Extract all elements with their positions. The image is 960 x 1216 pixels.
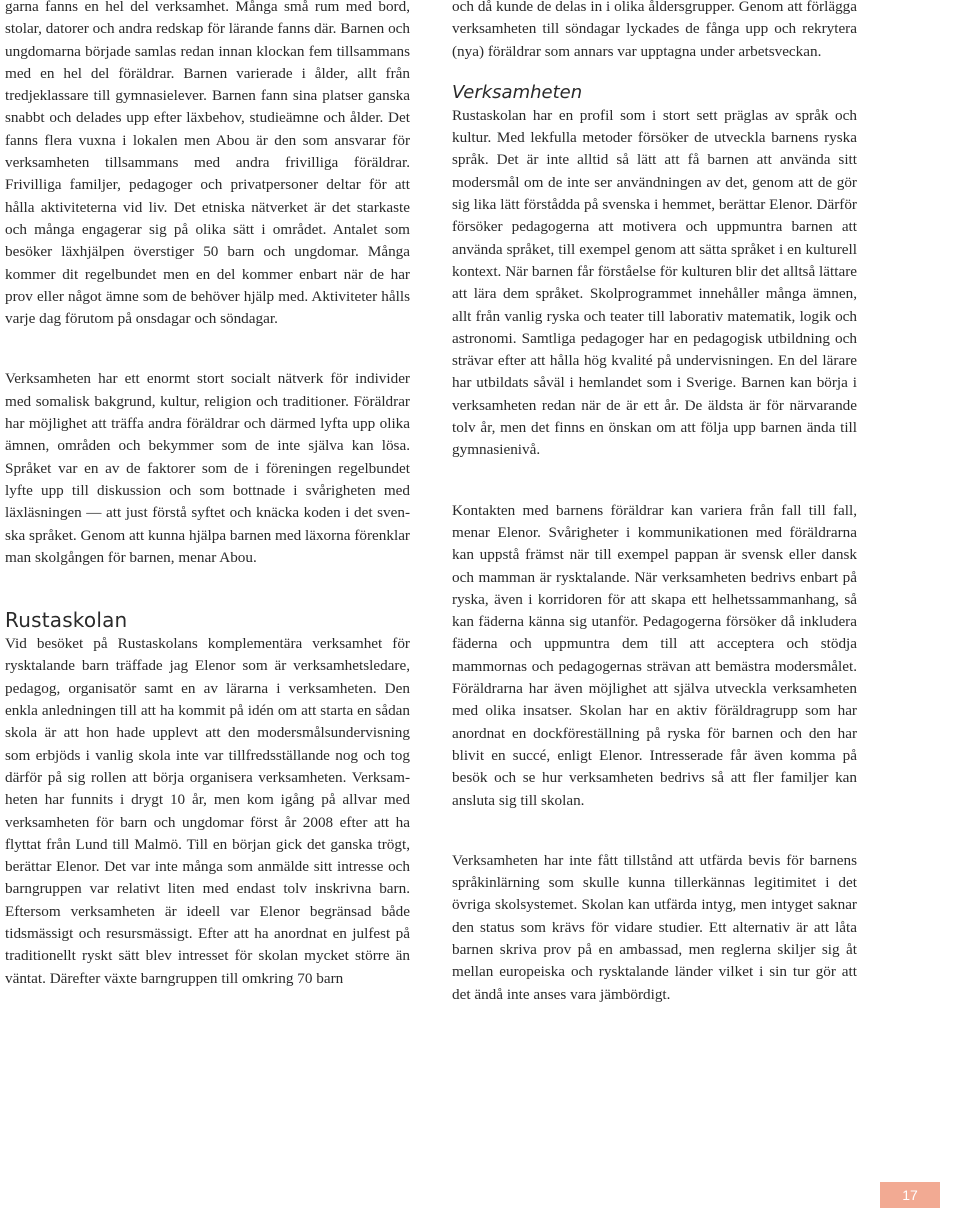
left-column [5,0,410,990]
body-paragraph: och då kunde de delas in i olika åldersgrupper. Genom att förlägga verksamheten till söndagar lyckades de fånga upp och rekrytera (nya) föräldrar som annars var upptagna under arbetsveckan. [452,0,857,60]
body-paragraph: Verksamheten har inte fått tillstånd att utfärda bevis för barnens språkinlärning som skulle kunna tillerkännas legitimitet i det övriga skolsystemet. Skolan kan utfärda intyg, men intyget saknar den status som krävs för vidare studier. Ett alternativ är att låta barnen skriva prov på en ambassad, men reglerna skiljer sig åt mellan europeiska och rysktalande länder vilket i sin tur gör att det ändå inte anses vara jämbördigt. [452,851,857,1003]
body-paragraph: Rustaskolan har en profil som i stort sett präglas av språk och kultur. Med lekfulla metoder försöker de utveckla barnens ryska språk. Det är inte alltid så lätt att få barnen att använda sitt modersmål om de inte ser användningen av det, genom att de gör sig lika lätt förstådda på svenska i hemmet, berättar Elenor. Därför försöker pedagogerna att motivera och uppmuntra barnen att använda språket, till exempel genom att sätta språket i en kulturell kontext. När barnen får förståelse för kulturen blir det alltså lättare att lära dem språket. Skolprogrammet innehåller många ämnen, allt från vanlig ryska och teater till laborativ matematik, logik och astronomi. Samtliga pedagoger har en pedagogisk utbildning och strävar efter att hålla hög kvalité på undervisningen. En del lärare har utbildats såväl i hemlandet som i Sverige. Barnen kan börja i verksamheten redan när de är ett år. De äldsta är för närvarande tolv år, men det finns en önskan om att följa upp barnen ända till gymnasienivå. [452,106,857,459]
body-paragraph: Vid besöket på Rustaskolans komplementära verksamhet för rysktalande barn träffade jag Elenor som är verksamhetsledare, pedagog, organisatör samt en av lärarna i verksamheten. Den enkla anledningen till att ha kommit på idén om att starta en sådan skola är att hon hade upplevt att den modersmålsundervisning som erbjöds i vanlig skola inte var tillfredsställande nog och tog därför på sig rollen att börja organisera verksamheten. Verksamheten har funnits i drygt 10 år, men kom igång på allvar med verksamheten för barn och ungdomar först år 2008 efter att ha flyttat från Lund till Malmö. Till en början gick det ganska trögt, berättar Elenor. Det var inte många som anmälde sitt intresse och barngruppen var relativt liten med endast tolv inskrivna barn. Eftersom verksamheten är ideell var Elenor begränsad både tidsmässigt och resursmässigt. Efter att ha anordnat en julfest på traditionellt ryskt sätt blev intresset för skolan mycket större än väntat. Därefter växte barngruppen till omkring 70 barn [5,635,410,987]
section-heading: Rustaskolan [5,608,128,633]
section-heading: Verksamheten [452,81,583,103]
body-paragraph: Verksamheten har ett enormt stort socialt nätverk för individer med somalisk bakgrund, kultur, religion och traditioner. Föräldrar har möjlighet att träffa andra föräldrar och därmed lyfta upp olika ämnen, områden och bekymmer som de inte själva kan lösa. Språket var en av de faktorer som de i föreningen regelbundet lyfte upp till diskussion och som bottnade i svårigheten med läxläsningen — att just förstå syftet och knäcka koden i det svenska språket. Genom att kunna hjälpa barnen med läxorna förenklar man skolgången för barnen, menar Abou. [5,370,410,566]
page-number: 17 [880,1182,940,1208]
body-paragraph: Kontakten med barnens föräldrar kan variera från fall till fall, menar Elenor. Svårigheter i kommunikationen med föräldrarna kan uppstå främst när till exempel pappan är svensk eller dansk och mamman är rysktalande. När verksamheten bedrivs enbart på ryska, även i korridoren för att skapa ett helhetssammanhang, så kan fäderna känna sig utanför. Pedagogerna försöker då inkludera fäderna och uppmuntra dem till att acceptera och stödja mammornas och pedagogernas strävan att bemästra modersmålet. Föräldrarna har även möjlighet att själva utveckla verksamheten med olika insatser. Skolan har en aktiv föräldragrupp som har anordnat en dockföreställning på ryska för barnen och den har blivit en succé, enligt Elenor. Intresserade får även komma på besök och se hur verksamheten bedrivs så att fler familjer kan ansluta sig till skolan. [452,501,857,809]
body-paragraph: garna fanns en hel del verksamhet. Många små rum med bord, stolar, datorer och andra redskap för lärande fanns där. Barnen och ungdomarna började samlas redan innan klockan fem tillsammans med en hel del föräldrar. Barnen varierade i ålder, allt från tredjeklassare till gymnasielever. Barnen fann sina platser ganska snabbt och delades upp efter läxbehov, studieämne och ålder. Det fanns flera vuxna i lokalen men Abou är den som ansvarar för verksamheten tillsammans med andra frivilliga föräldrar. Frivilliga familjer, pedagoger och privatpersoner deltar för att hålla aktiviteterna vid liv. Det etniska nätverket är det starkaste och många engagerar sig på olika sätt i området. Antalet som besöker läxhjälpen överstiger 50 barn och ungdomar. Många kommer dit regelbundet men en del kommer enbart när de har prov eller något ämne som de behöver hjälp med. Aktiviteter hålls varje dag förutom på onsdagar och söndagar. [5,0,410,328]
right-column [452,0,857,1006]
